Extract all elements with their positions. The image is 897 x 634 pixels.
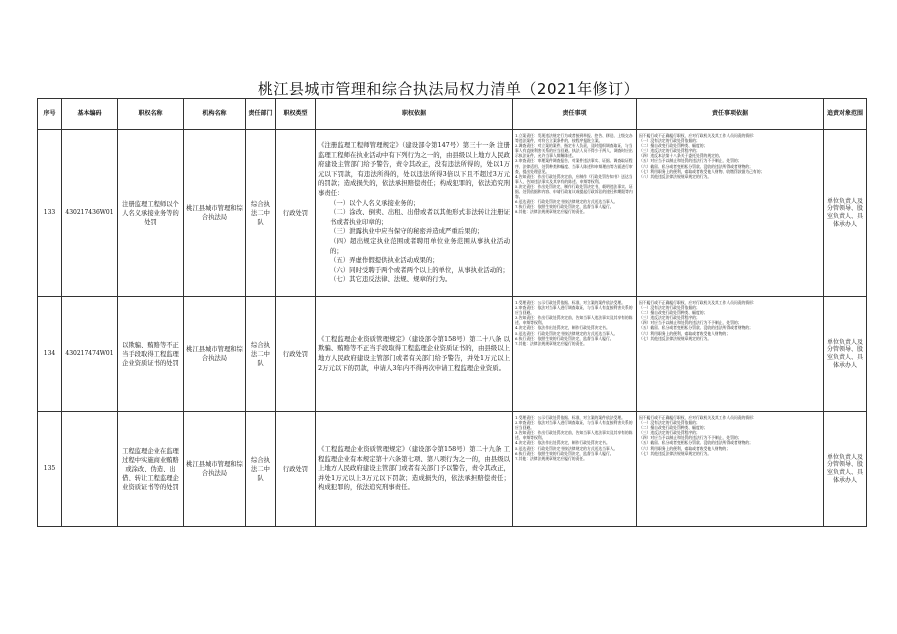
col-header-duty-basis: 责任事项依据 [637, 99, 824, 130]
duty-basis-line: （五）截留、私分或者变相私分罚款、没收的违法所得或者财物的； [639, 440, 753, 446]
duty-basis-line: （四）对应当予以制止和处罚的违法行为不予制止、处罚的； [639, 320, 742, 326]
cell-code [62, 412, 118, 527]
duty-basis-line: 因不履行或不正确履行职权，应对行政机关及其工作人员问责的情形： [639, 300, 757, 305]
basis-line: （四）超出规定执业范围或者聘用单位业务范围从事执业活动的； [330, 236, 510, 255]
cell-name: 以欺骗、贿赂等不正当手段取得工程监理企业资质证书的处罚 [118, 297, 184, 412]
duty-basis-line: （四）违反本法第十八条关于委托处罚的规定的。 [639, 153, 723, 159]
duty-line: 2.审查责任：依法对当事人进行调查取证，与当事人有直接利害关系的应当回避。 [515, 305, 633, 316]
duty-basis-line: （七）其他违反法律法规规章规定的行为。 [639, 450, 712, 456]
duty-line: 8.其他：法律法规规章规定应履行的责任。 [515, 209, 587, 215]
cell-target: 单位负责人及分管领导、股室负责人、具体承办人 [824, 130, 867, 297]
col-header-dept: 责任部门 [246, 99, 276, 130]
duty-line: 3.告知责任：作出行政处罚决定前，告知当事人违法事实及其享有的陈述、申辩等权利。 [515, 315, 633, 326]
table-row [38, 130, 867, 297]
duty-line: 6.执行责任：依照生效的行政处罚决定，监督当事人履行。 [515, 450, 614, 456]
duty-basis-line: 因不履行或不正确履行职权，应对行政机关及其工作人员问责的情形： [639, 415, 757, 420]
cell-duties [513, 297, 637, 412]
basis-line: （一）以个人名义承接业务的； [330, 198, 420, 207]
basis-line: （二）涂改、倒卖、出租、出借或者以其他形式非法转让注册证书或者执业印章的； [330, 208, 510, 226]
cell-dept: 综合执法二中队 [246, 297, 276, 412]
duty-line: 6.送达责任：行政处罚决定书按法律规定的方式送达当事人。 [515, 199, 618, 205]
col-header-name: 职权名称 [118, 99, 184, 130]
table-header-row [38, 99, 867, 130]
basis-line: （三）泄露执业中应当保守的秘密并造成严重后果的； [330, 227, 484, 236]
basis-line: （七）其它违反法律、法规、规章的行为。 [330, 275, 452, 284]
duty-basis-line: （一）没有法定的行政处罚依据的； [639, 138, 700, 144]
duty-basis-line: （二）擅自改变行政处罚种类、幅度的； [639, 425, 708, 431]
basis-line: 《注册监理工程师管理规定》（建设部令第147号）第三十一条 注册监理工程师在执业活动中有下列行为之一的，由县级以上地方人民政府建设主管部门给予警告，责令其改正，没有违法所得的，处以1万元以下罚款，有违法所得的，处以违法所得3倍以下且不超过3万元的罚款；造成损失的，依法承担赔偿责任；构成犯罪的，依法追究刑事责任： [318, 141, 510, 198]
duty-line: 7.其他：法律法规规章规定应履行的责任。 [515, 340, 587, 346]
basis-line: （五）弄虚作假提供执业活动成果的； [330, 256, 439, 265]
duty-basis-line: （四）对应当予以制止和处罚的违法行为不予制止、处罚的； [639, 435, 742, 441]
cell-duty-basis [637, 412, 824, 527]
cell-type: 行政处罚 [276, 130, 316, 297]
cell-basis [316, 297, 513, 412]
duty-line: 3.告知责任：作出行政处罚决定前，告知当事人违法事实及其享有的陈述、申辩等权利。 [515, 430, 633, 441]
duty-line: 5.送达责任：行政处罚决定书按法律规定的方式送达当事人。 [515, 445, 618, 451]
duty-basis-line: （七）利用职务上的便利，索取或者收受他人财物、收缴罚款据为己有的； [639, 168, 765, 174]
duty-line: 4.决定责任：依法作出处罚决定，制作行政处罚决定书。 [515, 440, 610, 446]
col-header-no: 序号 [38, 99, 62, 130]
cell-duties [513, 130, 637, 297]
cell-no: 134 [38, 297, 62, 412]
duty-basis-line: （一）没有法定的行政处罚依据的； [639, 305, 700, 311]
cell-org: 桃江县城市管理和综合执法局 [184, 130, 246, 297]
cell-no: 133 [38, 130, 62, 297]
col-header-duties: 责任事项 [513, 99, 637, 130]
duty-line: 6.执行责任：依照生效的行政处罚决定，监督当事人履行。 [515, 335, 614, 341]
basis-line: 《工程监理企业资质管理规定》（建设部令第158号）第二十八条 以欺骗、贿赂等不正当手段取得工程监理企业资质证书的，由县级以上地方人民政府建设主管部门或者有关部门给予警告，并处1万元以上2万元以下的罚款，申请人3年内不得再次申请工程监理企业资质。 [318, 334, 510, 372]
cell-type: 行政处罚 [276, 412, 316, 527]
col-header-basis: 职权依据 [316, 99, 513, 130]
cell-code: 430217436W01 [62, 130, 118, 297]
duty-line: 2.调查责任：对立案的案件，指定专人负责，及时组织调查取证，与当事人有直接利害关系的应当回避。执法人员不得少于两人，调查时应出示执法证件，允许当事人辩解陈述。 [515, 143, 633, 159]
cell-type: 行政处罚 [276, 297, 316, 412]
duty-line: 7.其他：法律法规规章规定应履行的责任。 [515, 455, 587, 461]
col-header-code: 基本编码 [62, 99, 118, 130]
cell-name: 工程监理企业在监理过程中实施商业贿赂或涂改、伪造、出借、转让工程监理企业资质证书等的处罚 [118, 412, 184, 527]
duty-line: 5.决定责任：作出处罚决定，制作行政处罚决定书，载明违法事实、证据、处罚依据和内容、申请行政复议或提起行政诉讼的途径和期限等内容。 [515, 183, 633, 200]
cell-org: 桃江县城市管理和综合执法局 [184, 412, 246, 527]
duty-line: 1.立案责任：发现违法规定行为或者接到举报、控告、移送、上级交办等违法案件，对符合立案条件的，按程序报批立案。 [515, 133, 633, 144]
cell-target: 单位负责人及分管领导、股室负责人、具体承办人 [824, 297, 867, 412]
cell-duty-basis [637, 297, 824, 412]
cell-org: 桃江县城市管理和综合执法局 [184, 297, 246, 412]
duty-basis-line: （五）对应当予以制止和处罚的违法行为不予制止、处罚的； [639, 158, 742, 164]
duty-basis-line: （三）违反法定的行政处罚程序的； [639, 148, 700, 154]
duty-line: 1.受理责任：公示行政处罚依据、标准，对立案的案件依法受理。 [515, 415, 625, 420]
table-row [38, 412, 867, 527]
cell-no: 135 [38, 412, 62, 527]
cell-duties [513, 412, 637, 527]
cell-name: 注册监理工程师以个人名义承接业务等的处罚 [118, 130, 184, 297]
cell-basis [316, 130, 513, 297]
power-list-table [37, 98, 867, 527]
cell-basis [316, 412, 513, 527]
page-title: 桃江县城市管理和综合执法局权力清单（2021年修订） [257, 80, 640, 98]
duty-line: 1.受理责任：公示行政处罚依据、标准，对立案的案件依法受理。 [515, 300, 625, 305]
duty-basis-line: （二）擅自改变行政处罚种类、幅度的； [639, 310, 708, 316]
basis-line: （六）同时受聘于两个或者两个以上的单位，从事执业活动的； [330, 265, 509, 274]
duty-line: 7.执行责任：依照生效的行政处罚决定，监督当事人履行。 [515, 204, 614, 210]
duty-basis-line: （六）利用职务上的便利，索取或者收受他人财物的； [639, 445, 731, 451]
cell-dept: 综合执法二中队 [246, 130, 276, 297]
col-header-org: 机构名称 [184, 99, 246, 130]
duty-basis-line: （六）截留、私分或者变相私分罚款、没收的违法所得或者财物的； [639, 163, 753, 169]
duty-basis-line: （六）利用职务上的便利，索取或者收受他人财物的； [639, 330, 731, 336]
duty-line: 4.告知责任：作出行政处罚决定前，应制作《行政处罚告知书》送达当事人，告知违法事实及其享有的陈述、申辩等权利。 [515, 173, 633, 184]
basis-line: 《工程监理企业资质管理规定》（建设部令第158号）第二十九条 工程监理企业有本规定第十六条第七项、第八项行为之一的，由县级以上地方人民政府建设主管部门或者有关部门予以警告，责令其改正，并处1万元以上3万元以下罚款；造成损失的，依法承担赔偿责任；构成犯罪的，依法追究刑事责任。 [318, 445, 510, 492]
duty-basis-line: 因不履行或不正确履行职权，应对行政机关及其工作人员问责的情形： [639, 133, 757, 138]
col-header-target: 追责对象范围 [824, 99, 867, 130]
duty-line: 3.审查责任：审理案件调查报告，对案件违法事实、证据、调查取证程序、法律适用、处罚种类和幅度、当事人陈述和申辩理由等方面进行审查，提出处理意见。 [515, 158, 633, 174]
duty-line: 2.审查责任：依法对当事人进行调查取证，与当事人有直接利害关系的应当回避。 [515, 420, 633, 431]
duty-basis-line: （三）违反法定的行政处罚程序的； [639, 430, 700, 436]
duty-basis-line: （八）其他违反法律法规规章规定的行为。 [639, 173, 712, 179]
cell-code: 430217474W01 [62, 297, 118, 412]
duty-basis-line: （五）截留、私分或者变相私分罚款、没收的违法所得或者财物的； [639, 325, 753, 331]
duty-line: 5.送达责任：行政处罚决定书按法律规定的方式送达当事人。 [515, 330, 618, 336]
duty-basis-line: （七）其他违反法律法规规章规定的行为。 [639, 335, 712, 341]
duty-line: 4.决定责任：依法作出处罚决定，制作行政处罚决定书。 [515, 325, 610, 331]
cell-dept: 综合执法二中队 [246, 412, 276, 527]
cell-target: 单位负责人及分管领导、股室负责人、具体承办人 [824, 412, 867, 527]
table-row [38, 297, 867, 412]
duty-basis-line: （三）违反法定的行政处罚程序的； [639, 315, 700, 321]
col-header-type: 职权类型 [276, 99, 316, 130]
duty-basis-line: （一）没有法定的行政处罚依据的； [639, 420, 700, 426]
duty-basis-line: （二）擅自改变行政处罚种类、幅度的； [639, 143, 708, 149]
cell-duty-basis [637, 130, 824, 297]
